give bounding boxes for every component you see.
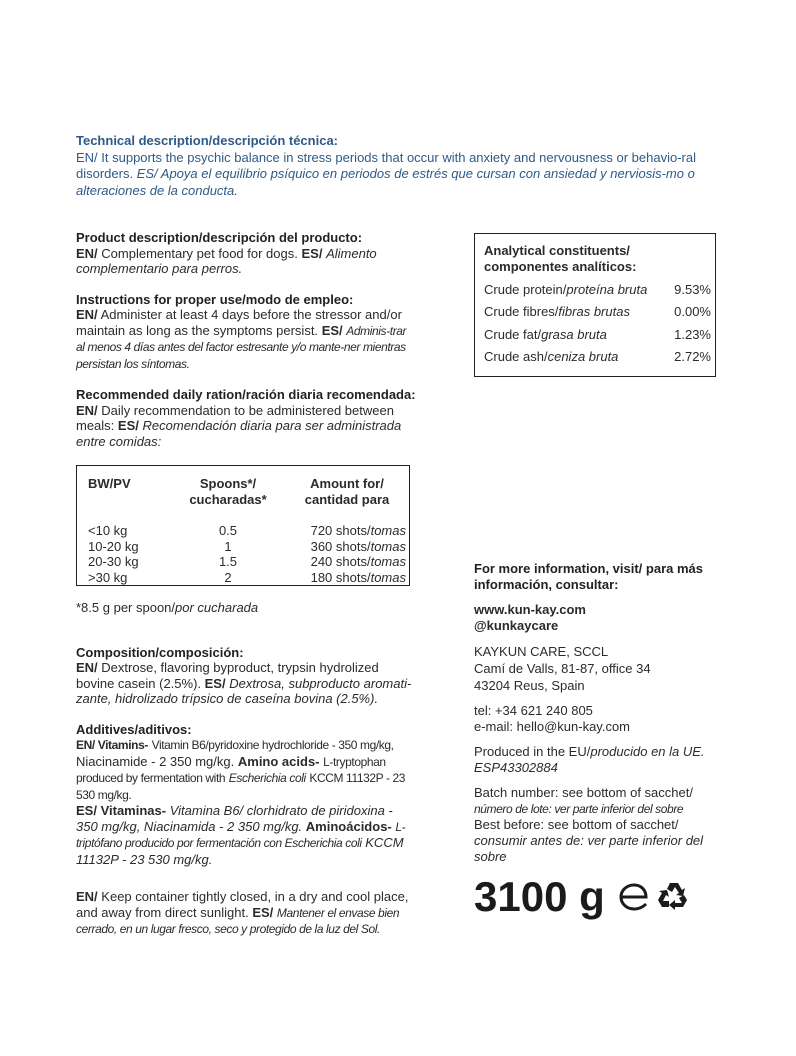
header-spoons: Spoons*/ cucharadas* (189, 476, 267, 507)
header-amount: Amount for/ cantidad para (304, 476, 390, 507)
additives-es-vit: Vitamina B6/ clorhidrato de piridoxina - 350 mg/kg, Niacinamida - 2 350 mg/kg. (76, 803, 393, 834)
analytical-value: 2.72% (674, 348, 711, 364)
additives-en-aa: L-tryptophan produced by fermentation with (76, 754, 386, 785)
estimated-e-icon (617, 880, 651, 914)
additives-en-vit: Vitamin B6/pyridoxine hydrochloride - 350 mg/kg, (151, 738, 394, 752)
product-es: Alimento complementario para perros. (76, 245, 377, 276)
row-spoons: 0.5 (218, 523, 238, 538)
footnote-es: por cucharada (175, 600, 259, 615)
additives-es-kccm: KCCM 11132P - 23 530 mg/kg. (76, 835, 404, 867)
label-en: Crude protein/ (484, 282, 567, 297)
row-amount-en: 240 shots/ (310, 554, 371, 569)
row-amount-es: tomas (370, 523, 406, 538)
label-es: proteína bruta (566, 282, 648, 297)
composition-es-tag: ES/ (204, 675, 226, 691)
additives-en-tag: EN/ Vitamins- (76, 738, 148, 752)
row-amount-en: 720 shots/ (310, 523, 371, 538)
info-column (474, 561, 724, 865)
instructions-en: Administer at least 4 days before the stressor and/or maintain as long as the symptoms persist. (76, 307, 402, 338)
table-row (77, 539, 410, 555)
instructions-es-tag: ES/ (321, 322, 343, 338)
row-amount (288, 570, 410, 586)
ration-en: Daily recommendation to be administered between meals: (76, 402, 394, 433)
technical-title: Technical description/descripción técnica: (76, 133, 338, 148)
product-description (76, 230, 416, 277)
produced-es: producido en la UE. (590, 744, 705, 759)
address-line-1: Camí de Valls, 81-87, office 34 (474, 661, 651, 676)
best-before-en: Best before: see bottom of sacchet/ (474, 817, 679, 832)
analytical-row (484, 327, 711, 349)
table-row (77, 554, 410, 570)
ration-en-tag: EN/ (76, 402, 98, 418)
analytical-value: 1.23% (674, 326, 711, 342)
composition (76, 645, 416, 707)
instructions (76, 292, 416, 373)
telephone: tel: +34 621 240 805 (474, 703, 593, 718)
composition-es: Dextrosa, subproducto aromati-zante, hidrolizado trípsico de caseína bovina (2.5%). (76, 675, 412, 706)
analytical-label (484, 327, 607, 349)
label-en: Crude fat/ (484, 326, 542, 342)
analytical-label (484, 349, 618, 371)
table-row (77, 523, 410, 539)
dose-table (76, 465, 410, 586)
website-link[interactable]: www.kun-kay.com (474, 602, 586, 617)
company-name: KAYKUN CARE, SCCL (474, 644, 609, 659)
row-amount-es: tomas (370, 538, 406, 554)
row-amount (288, 523, 410, 539)
product-en: Complementary pet food for dogs. (101, 245, 298, 261)
row-bw: 10-20 kg (88, 538, 139, 554)
analytical-value: 0.00% (674, 304, 711, 320)
ration-es-tag: ES/ (117, 418, 139, 433)
label-es: fibras brutas (558, 304, 630, 320)
product-title: Product description/descripción del producto: (76, 230, 363, 245)
composition-text (76, 660, 416, 707)
row-amount (288, 554, 410, 570)
composition-en: Dextrose, flavoring byproduct, trypsin hydrolized bovine casein (2.5%). (76, 660, 379, 691)
footnote-en: *8.5 g per spoon/ (76, 600, 176, 615)
produced-in (474, 744, 724, 760)
analytical-row (484, 304, 711, 326)
left-column (76, 230, 416, 938)
technical-text (76, 150, 716, 200)
header-bw: BW/PV (88, 476, 131, 491)
analytical-label (484, 282, 647, 304)
analytical-title: Analytical constituents/ componentes analíticos: (484, 243, 637, 274)
ration-es: Recomendación diaria para ser administrada entre comidas: (76, 418, 402, 449)
row-spoons: 2 (224, 569, 232, 585)
additives-en-nia: Niacinamide - 2 350 mg/kg. (76, 753, 235, 769)
row-bw: <10 kg (88, 523, 128, 538)
storage-text (76, 889, 416, 938)
address-line-2: 43204 Reus, Spain (474, 678, 585, 693)
technical-en: EN/ It supports the psychic balance in stress periods that occur with anxiety and nervousness or behavio-ral disorders. (76, 149, 696, 181)
row-amount-en: 360 shots/ (310, 538, 371, 554)
row-amount-en: 180 shots/ (310, 569, 371, 585)
storage (76, 889, 416, 938)
analytical-value: 9.53% (674, 282, 711, 297)
best-before-es: consumir antes de: ver parte inferior del sobre (474, 833, 704, 864)
row-bw: >30 kg (88, 569, 128, 585)
storage-es-tag: ES/ (252, 904, 274, 920)
batch-es: número de lote: ver parte inferior del sobre (474, 802, 684, 816)
registration-number: ESP43302884 (474, 760, 558, 775)
analytical-label (484, 304, 630, 326)
row-amount-es: tomas (370, 569, 406, 585)
produced-en: Produced in the EU/ (474, 744, 591, 759)
analytical-row (484, 282, 711, 304)
additives (76, 722, 416, 868)
label-es: ceniza bruta (547, 348, 619, 364)
recycle-icon (657, 880, 691, 914)
info-title: For more information, visit/ para más información, consultar: (474, 561, 703, 592)
additives-es-tag: ES/ Vitaminas- (76, 803, 167, 818)
spoon-footnote (76, 600, 416, 616)
email[interactable]: e-mail: hello@kun-kay.com (474, 719, 631, 734)
net-weight (474, 872, 691, 922)
row-amount (288, 539, 410, 555)
row-spoons: 1 (224, 538, 232, 554)
storage-es: Mantener el envase bien cerrado, en un lugar fresco, seco y protegido de la luz del Sol. (76, 905, 400, 936)
technical-es: ES/ Apoya el equilibrio psíquico en periodos de estrés que cursan con ansiedad y nerviosis-mo o alteraciones de la conducta. (76, 166, 695, 198)
additives-en-ecoli: Escherichia coli (228, 771, 306, 785)
dose-table-header (77, 466, 410, 524)
ration (76, 387, 416, 449)
batch-en: Batch number: see bottom of sacchet/ (474, 785, 693, 800)
additives-en (76, 737, 416, 803)
additives-es-aa: L-triptófano producido por fermentación con Escherichia coli (76, 819, 406, 850)
label-es: grasa bruta (541, 326, 607, 342)
storage-en: Keep container tightly closed, in a dry and cool place, and away from direct sunlight. (76, 889, 409, 920)
social-handle[interactable]: @kunkaycare (474, 618, 559, 633)
composition-title: Composition/composición: (76, 644, 244, 660)
weight-value: 3100 g (474, 873, 605, 920)
composition-en-tag: EN/ (76, 660, 98, 675)
additives-en-aa-tag: Amino acids- (237, 753, 320, 769)
row-bw: 20-30 kg (88, 554, 139, 569)
additives-es-aa-tag: Aminoácidos- (305, 818, 392, 834)
technical-description (76, 133, 716, 199)
table-row (77, 570, 410, 586)
row-amount-es: tomas (370, 554, 406, 569)
instructions-es: Adminis-trar al menos 4 días antes del factor estresante y/o mante-ner mientras persistan los síntomas. (76, 323, 407, 371)
additives-title: Additives/aditivos: (76, 721, 192, 737)
label-en: Crude ash/ (484, 348, 548, 364)
product-en-tag: EN/ (76, 245, 98, 261)
analytical-row (484, 349, 711, 371)
ration-title: Recommended daily ration/ración diaria recomendada: (76, 387, 416, 402)
row-spoons: 1.5 (218, 554, 238, 569)
product-es-tag: ES/ (301, 245, 323, 261)
instructions-title: Instructions for proper use/modo de empleo: (76, 291, 354, 307)
analytical-box (474, 233, 716, 377)
label-en: Crude fibres/ (484, 304, 559, 320)
ration-text (76, 403, 416, 450)
additives-en-kccm: KCCM 11132P - 23 530 mg/kg. (76, 771, 406, 802)
instructions-text (76, 307, 416, 372)
product-text (76, 246, 416, 277)
storage-en-tag: EN/ (76, 889, 98, 904)
instructions-en-tag: EN/ (76, 307, 98, 322)
additives-es (76, 803, 416, 867)
